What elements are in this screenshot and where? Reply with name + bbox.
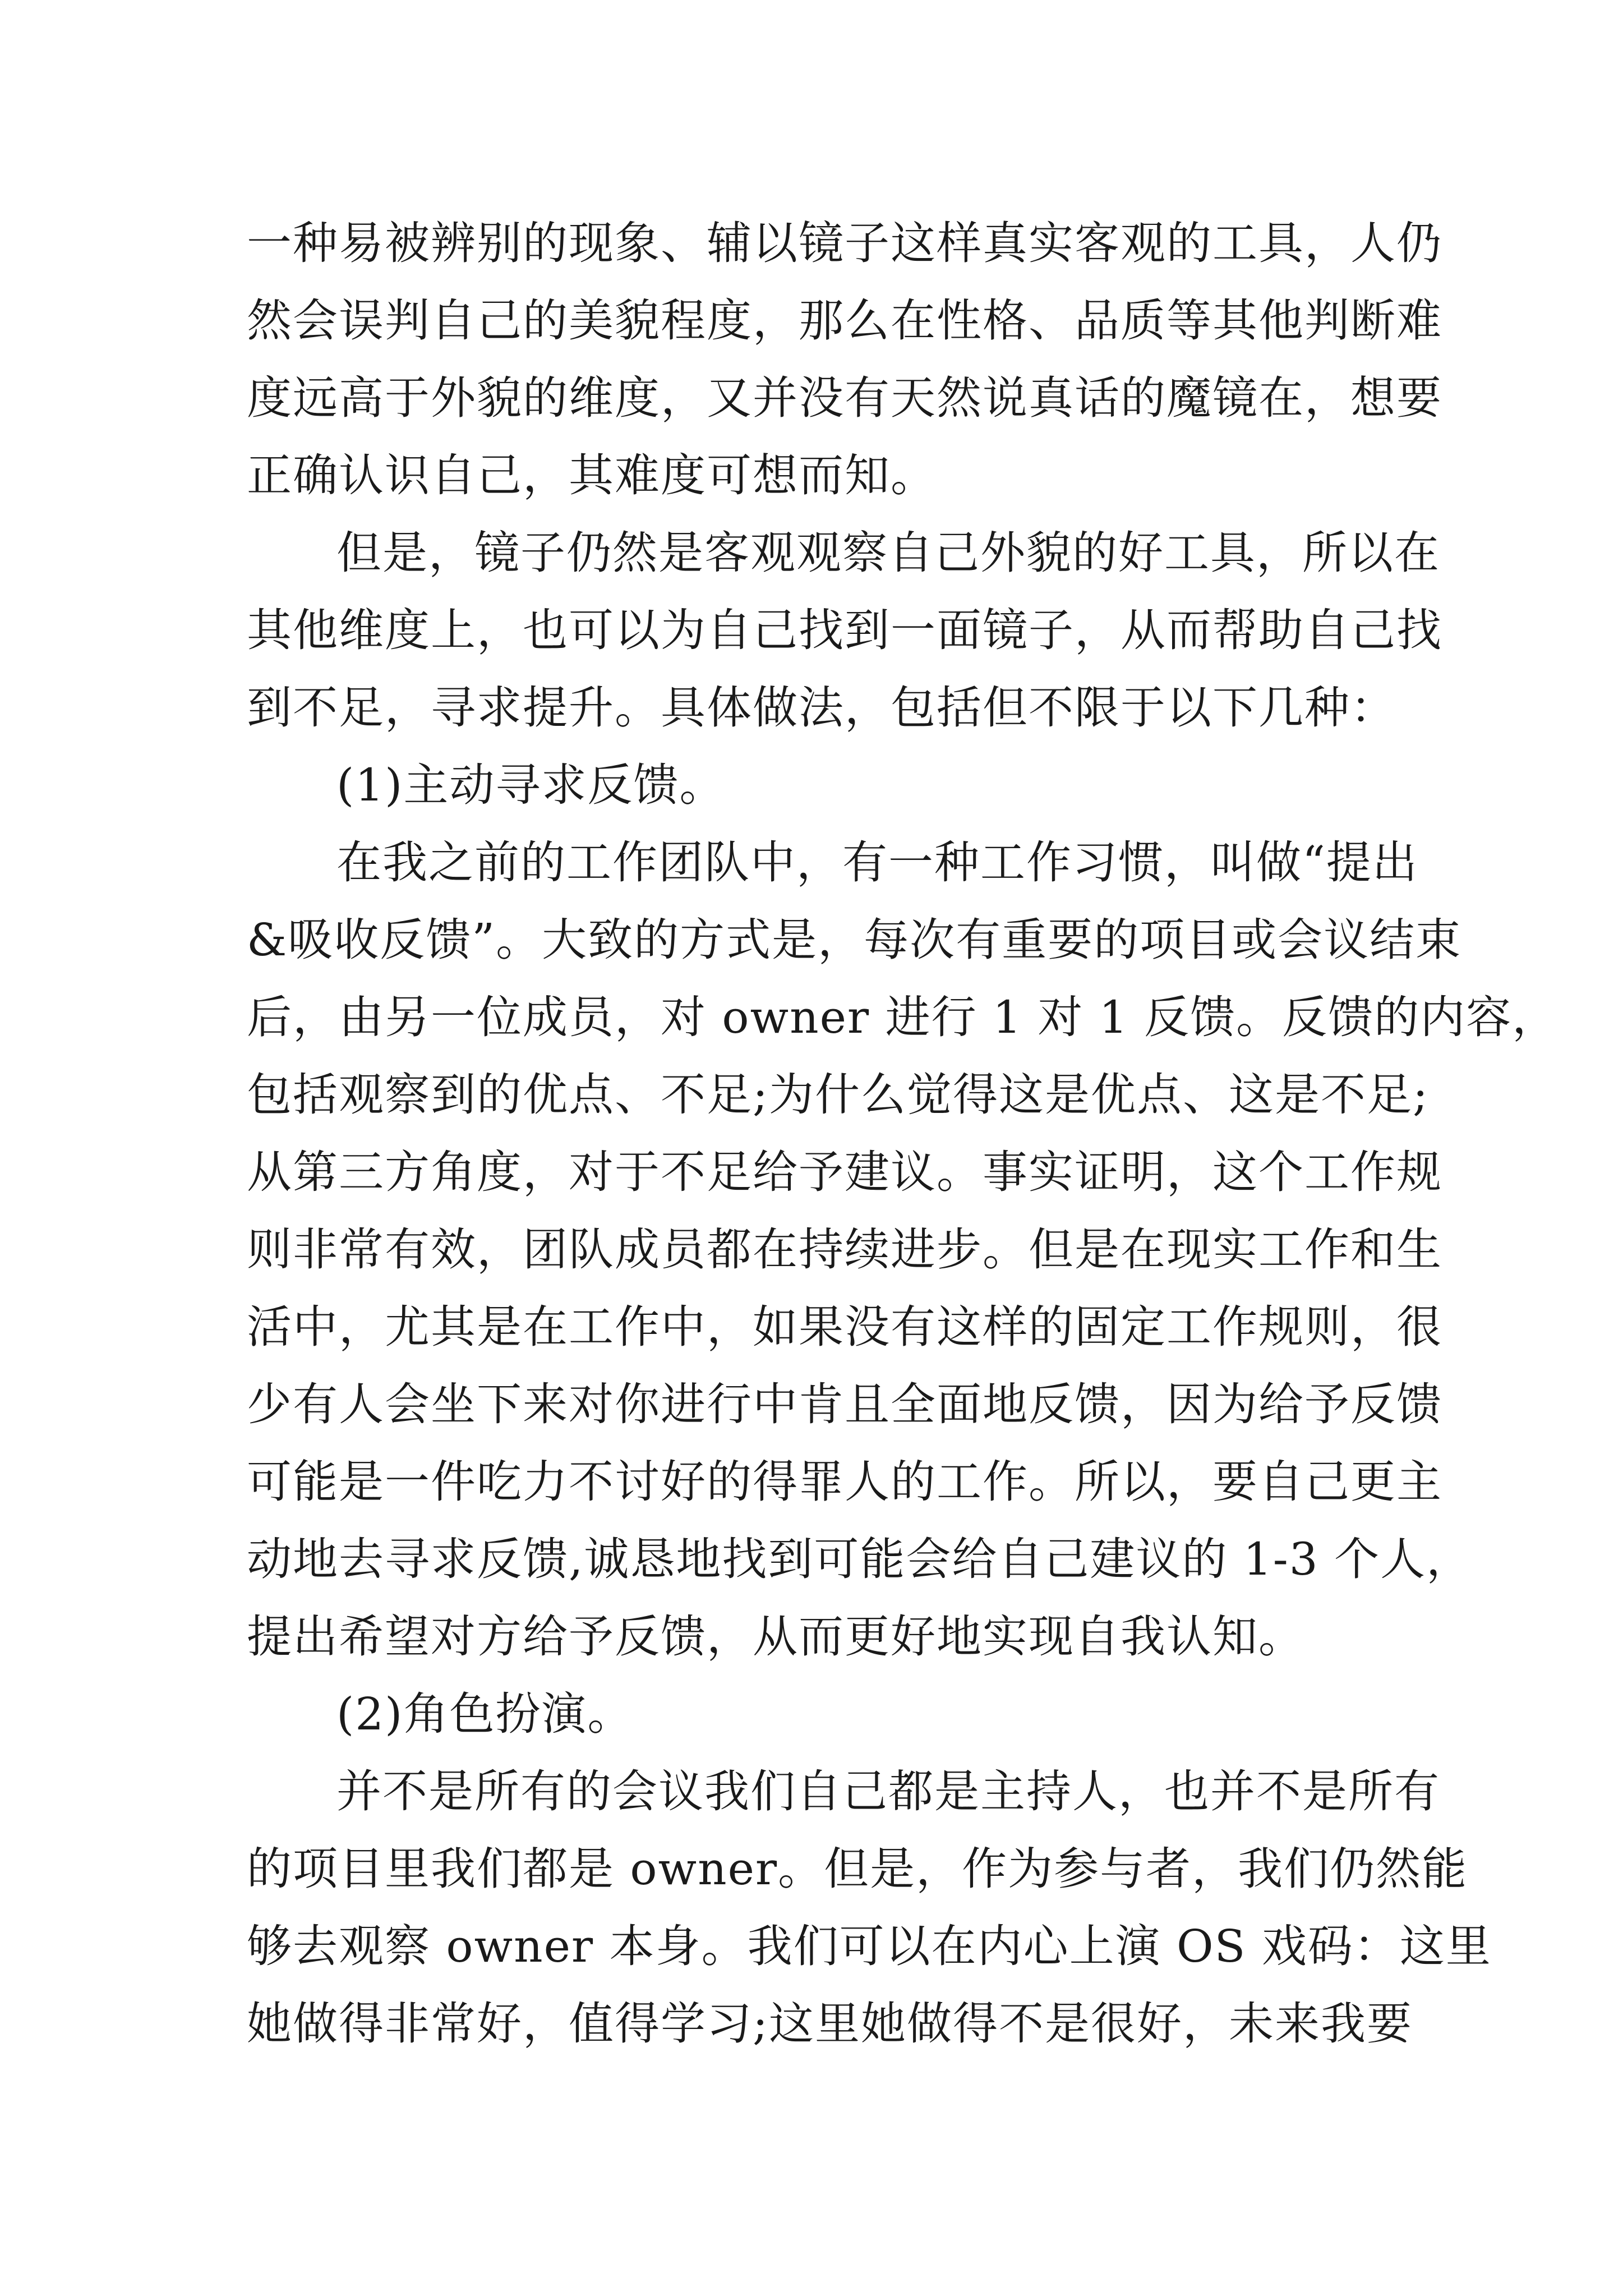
list-heading-1: (1)主动寻求反馈。 [336, 759, 726, 811]
text-line: 提出希望对方给予反馈，从而更好地实现自我认知。 [247, 1611, 1304, 1663]
text-line: 正确认识自己，其难度可想而知。 [247, 449, 937, 501]
text-line: 的项目里我们都是 owner。但是，作为参与者，我们仍然能 [247, 1843, 1468, 1895]
text-line: 她做得非常好，值得学习;这里她做得不是很好，未来我要 [247, 1998, 1413, 2050]
text-line: 其他维度上，也可以为自己找到一面镜子，从而帮助自己找 [247, 604, 1442, 656]
text-line: 度远高于外貌的维度，又并没有天然说真话的魔镜在，想要 [247, 372, 1442, 424]
text-line: 动地去寻求反馈,诚恳地找到可能会给自己建议的 1-3 个人， [247, 1533, 1473, 1585]
text-line: 到不足，寻求提升。具体做法，包括但不限于以下几种： [247, 682, 1396, 734]
text-line: 活中，尤其是在工作中，如果没有这样的固定工作规则，很 [247, 1301, 1442, 1353]
text-line: 包括观察到的优点、不足;为什么觉得这是优点、这是不足; [247, 1069, 1429, 1121]
text-line: &吸收反馈”。大致的方式是，每次有重要的项目或会议结束 [247, 914, 1462, 966]
paragraph-start-line: 在我之前的工作团队中，有一种工作习惯，叫做“提出 [336, 836, 1418, 889]
text-line: 则非常有效，团队成员都在持续进步。但是在现实工作和生 [247, 1223, 1442, 1276]
text-line: 从第三方角度，对于不足给予建议。事实证明，这个工作规 [247, 1146, 1442, 1198]
paragraph-start-line: 并不是所有的会议我们自己都是主持人，也并不是所有 [336, 1765, 1440, 1818]
list-heading-2: (2)角色扮演。 [336, 1688, 634, 1740]
paragraph-start-line: 但是，镜子仍然是客观观察自己外貌的好工具，所以在 [336, 527, 1440, 579]
text-line: 少有人会坐下来对你进行中肯且全面地反馈，因为给予反馈 [247, 1378, 1442, 1430]
text-line: 一种易被辨别的现象、辅以镜子这样真实客观的工具，人仍 [247, 217, 1442, 269]
text-line: 可能是一件吃力不讨好的得罪人的工作。所以，要自己更主 [247, 1456, 1442, 1508]
text-line: 然会误判自己的美貌程度，那么在性格、品质等其他判断难 [247, 295, 1442, 347]
text-line: 够去观察 owner 本身。我们可以在内心上演 OS 戏码：这里 [247, 1920, 1492, 1972]
text-line: 后，由另一位成员，对 owner 进行 1 对 1 反馈。反馈的内容， [247, 991, 1559, 1043]
body-text [247, 205, 1559, 2063]
